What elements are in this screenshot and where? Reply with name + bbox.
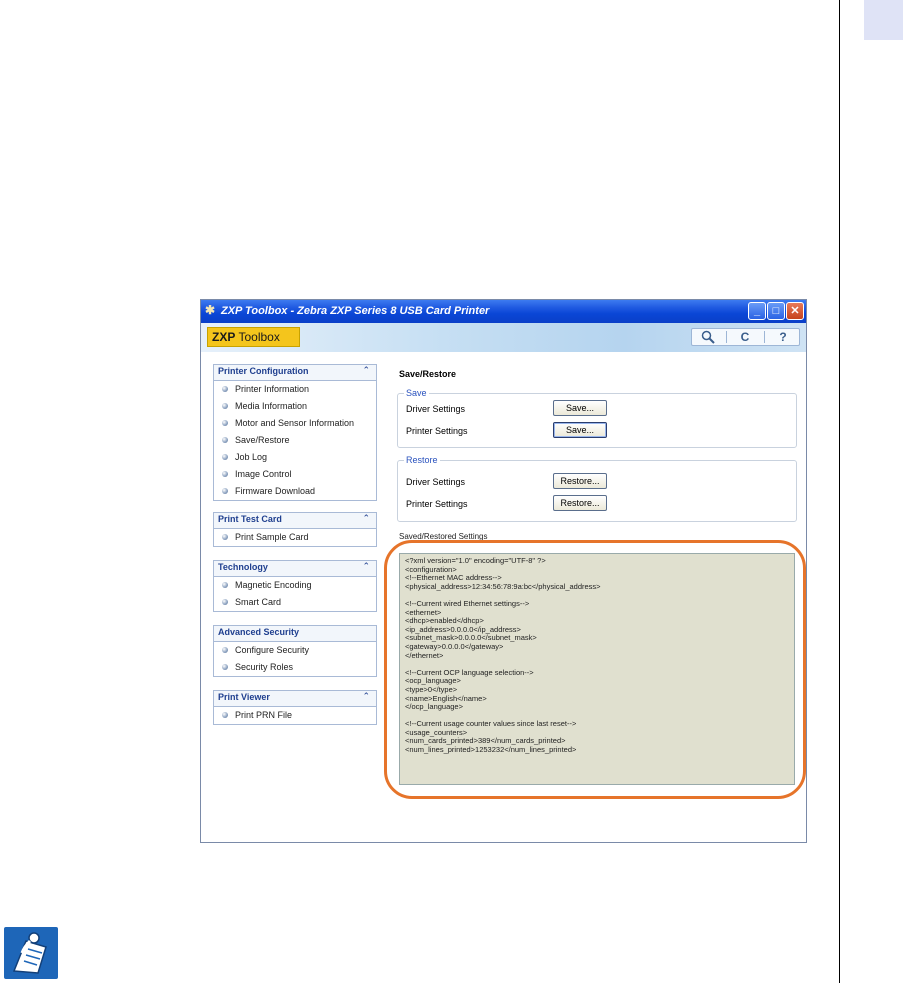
sidebar-item-print-prn-file[interactable] <box>214 707 376 724</box>
sidebar-item-firmware-download[interactable] <box>214 483 376 500</box>
bullet-icon <box>222 712 228 718</box>
magnifier-icon <box>701 330 715 344</box>
panel-advanced-security <box>213 625 377 677</box>
bullet-icon <box>222 488 228 494</box>
xml-line: <type>0</type> <box>405 684 458 694</box>
sidebar-item-label: Job Log <box>235 452 268 462</box>
minimize-button[interactable] <box>748 302 766 320</box>
sidebar-item-printer-information[interactable] <box>214 381 376 398</box>
sidebar-item-label: Motor and Sensor Information <box>235 418 355 428</box>
xml-line: <ip_address>0.0.0.0</ip_address> <box>405 624 521 634</box>
xml-line: <!--Current usage counter values since last reset--> <box>405 719 577 729</box>
sidebar-item-smart-card[interactable] <box>214 594 376 611</box>
collapse-icon[interactable]: ⌃ <box>362 691 370 701</box>
xml-line: <physical_address>12:34:56:78:9a:bc</physical_address> <box>405 581 601 591</box>
panel-header[interactable] <box>214 691 376 707</box>
app-header <box>201 323 806 352</box>
help-icon: ? <box>779 330 787 344</box>
xml-line: <ethernet> <box>405 607 442 617</box>
sidebar-item-label: Image Control <box>235 469 292 479</box>
panel-print-viewer <box>213 690 377 725</box>
bullet-icon <box>222 582 228 588</box>
xml-line: <num_cards_printed>389</num_cards_printed> <box>405 736 566 746</box>
restore-driver-settings-button[interactable]: Restore... <box>553 473 607 489</box>
refresh-icon: C <box>740 330 750 344</box>
sidebar-item-label: Save/Restore <box>235 435 290 445</box>
note-icon <box>4 927 58 979</box>
panel-title: Technology <box>218 562 268 572</box>
maximize-button[interactable] <box>767 302 785 320</box>
bullet-icon <box>222 403 228 409</box>
app-logo <box>207 327 300 347</box>
panel-title: Printer Configuration <box>218 366 309 376</box>
sidebar-item-label: Smart Card <box>235 597 282 607</box>
xml-line: <!--Current OCP language selection--> <box>405 667 534 677</box>
restore-printer-settings-button[interactable]: Restore... <box>553 495 607 511</box>
window-title: ZXP Toolbox - Zebra ZXP Series 8 USB Card Printer <box>221 305 490 317</box>
panel-header[interactable] <box>214 626 376 642</box>
sidebar-item-label: Print PRN File <box>235 710 293 720</box>
save-group <box>397 388 797 448</box>
panel-title: Advanced Security <box>218 627 300 637</box>
panel-title: Print Test Card <box>218 514 282 524</box>
collapse-icon[interactable]: ⌃ <box>362 561 370 571</box>
sidebar-item-label: Media Information <box>235 401 308 411</box>
xml-line: <dhcp>enabled</dhcp> <box>405 616 484 626</box>
sidebar-item-security-roles[interactable] <box>214 659 376 676</box>
xml-line: <usage_counters> <box>405 727 468 737</box>
printer-settings-label: Printer Settings <box>406 426 468 436</box>
xml-line: </ocp_language> <box>405 702 463 712</box>
page-tab-marker <box>864 0 903 40</box>
group-legend: Save <box>406 388 427 398</box>
logo-regular-text: Toolbox <box>238 330 280 344</box>
xml-line: <name>English</name> <box>405 693 487 703</box>
xml-line: </ethernet> <box>405 650 444 660</box>
panel-technology <box>213 560 377 612</box>
sidebar-item-label: Print Sample Card <box>235 532 309 542</box>
sidebar-item-media-information[interactable] <box>214 398 376 415</box>
xml-line: <!--Ethernet MAC address--> <box>405 573 502 583</box>
sidebar-item-print-sample-card[interactable] <box>214 529 376 546</box>
panel-header[interactable] <box>214 513 376 529</box>
page-margin-rule <box>839 0 840 983</box>
bullet-icon <box>222 437 228 443</box>
sidebar-item-motor-sensor[interactable] <box>214 415 376 432</box>
zoom-button[interactable] <box>696 329 720 345</box>
highlight-callout-outline <box>384 540 806 799</box>
xml-line: <configuration> <box>405 564 457 574</box>
restore-group <box>397 455 797 522</box>
panel-header[interactable] <box>214 561 376 577</box>
sidebar-item-label: Magnetic Encoding <box>235 580 312 590</box>
maximize-icon: □ <box>772 305 780 317</box>
sidebar-item-label: Configure Security <box>235 645 310 655</box>
bullet-icon <box>222 599 228 605</box>
sidebar-item-magnetic-encoding[interactable] <box>214 577 376 594</box>
panel-title: Print Viewer <box>218 692 270 702</box>
sidebar-item-label: Security Roles <box>235 662 294 672</box>
panel-printer-configuration <box>213 364 377 501</box>
panel-print-test-card <box>213 512 377 547</box>
bullet-icon <box>222 647 228 653</box>
toolbar-divider <box>726 331 727 343</box>
logo-bold-text: ZXP <box>212 330 236 344</box>
help-button[interactable] <box>771 329 795 345</box>
app-window <box>200 299 807 843</box>
close-button[interactable] <box>786 302 804 320</box>
xml-line: <ocp_language> <box>405 676 461 686</box>
bullet-icon <box>222 386 228 392</box>
printer-settings-label: Printer Settings <box>406 499 468 509</box>
collapse-icon[interactable]: ⌃ <box>362 365 370 375</box>
page-title: Save/Restore <box>399 369 457 379</box>
sidebar-item-job-log[interactable] <box>214 449 376 466</box>
bullet-icon <box>222 454 228 460</box>
minimize-icon: _ <box>753 305 761 317</box>
save-printer-settings-button[interactable]: Save... <box>553 422 607 438</box>
close-icon: ✕ <box>790 305 800 317</box>
collapse-icon[interactable]: ⌃ <box>362 513 370 523</box>
driver-settings-label: Driver Settings <box>406 404 466 414</box>
sidebar-item-save-restore[interactable] <box>214 432 376 449</box>
sidebar-item-configure-security[interactable] <box>214 642 376 659</box>
bullet-icon <box>222 664 228 670</box>
sidebar-item-label: Firmware Download <box>235 486 316 496</box>
sidebar-item-image-control[interactable] <box>214 466 376 483</box>
bullet-icon <box>222 420 228 426</box>
panel-header[interactable] <box>214 365 376 381</box>
bullet-icon <box>222 471 228 477</box>
sidebar-item-label: Printer Information <box>235 384 310 394</box>
driver-settings-label: Driver Settings <box>406 477 466 487</box>
xml-line: <gateway>0.0.0.0</gateway> <box>405 641 504 651</box>
refresh-button[interactable] <box>733 329 757 345</box>
xml-line: <num_lines_printed>1253232</num_lines_printed> <box>405 745 577 755</box>
app-icon: ✱ <box>205 303 216 317</box>
toolbar-divider <box>764 331 765 343</box>
note-hand-icon <box>4 927 58 979</box>
xml-line: <?xml version="1.0" encoding="UTF-8" ?> <box>405 556 546 565</box>
header-toolbar <box>691 328 800 346</box>
bullet-icon <box>222 534 228 540</box>
xml-line: <subnet_mask>0.0.0.0</subnet_mask> <box>405 633 537 643</box>
save-driver-settings-button[interactable]: Save... <box>553 400 607 416</box>
xml-line: <!--Current wired Ethernet settings--> <box>405 598 530 608</box>
saved-settings-label: Saved/Restored Settings <box>399 532 488 541</box>
title-bar[interactable] <box>201 300 806 323</box>
group-legend: Restore <box>406 455 438 465</box>
